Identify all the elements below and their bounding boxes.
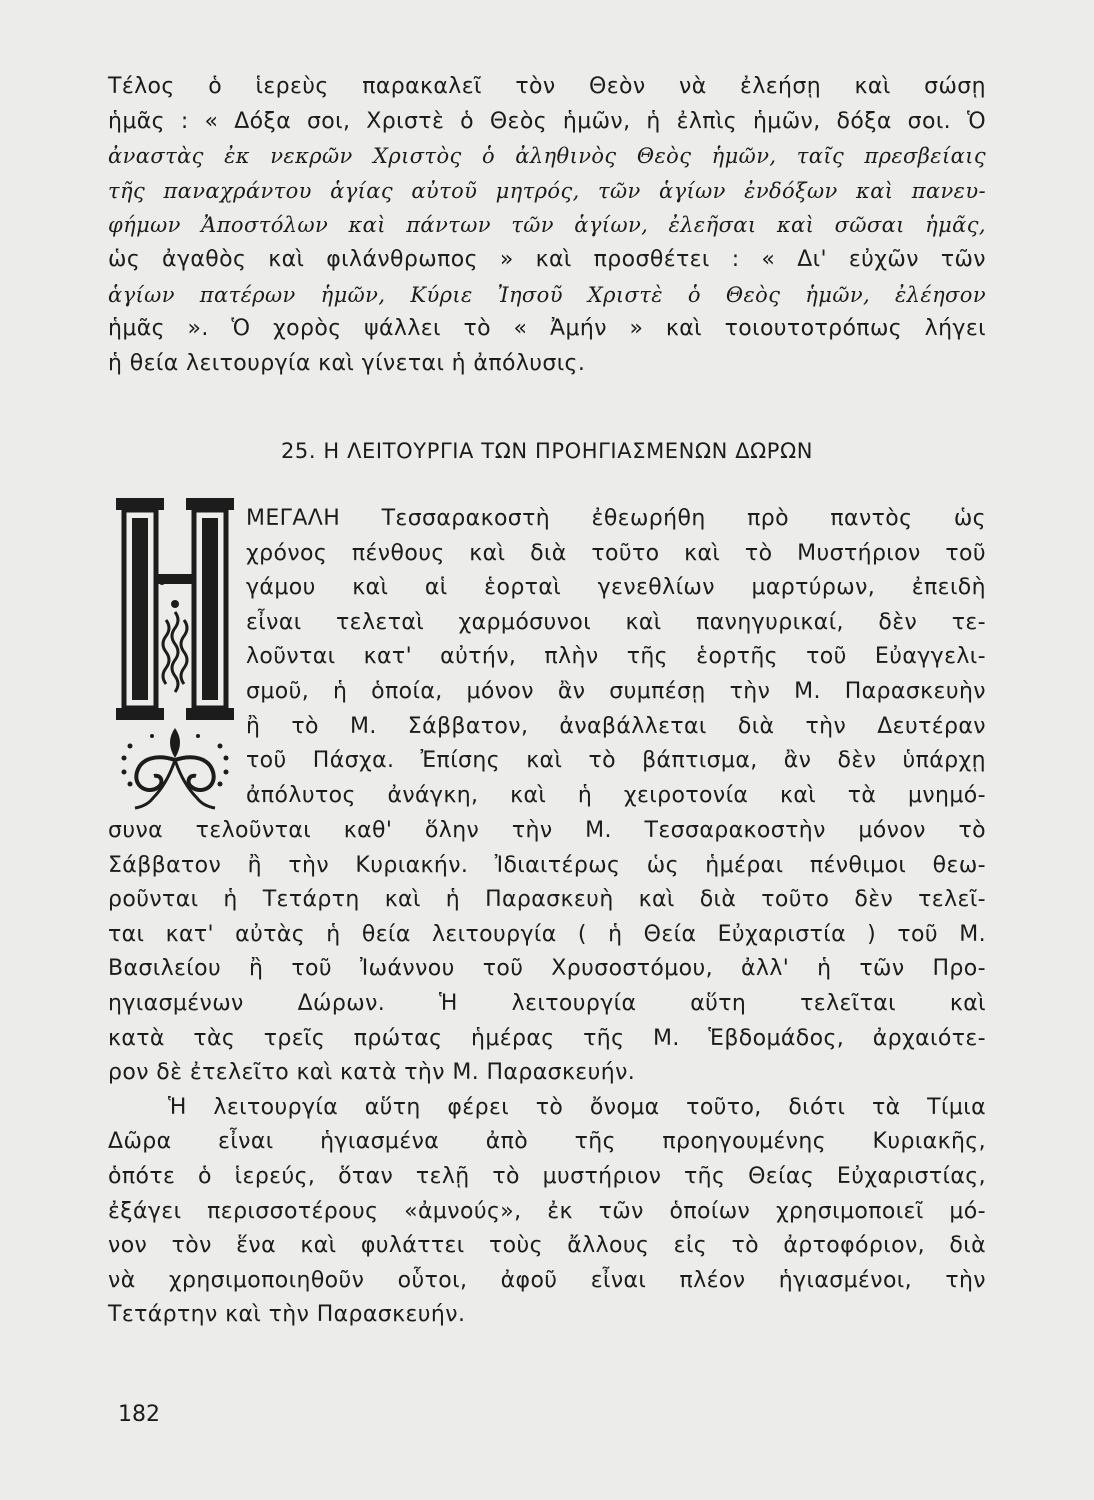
text-line: Τέλος ὁ ἱερεὺς παρακαλεῖ τὸν Θεὸν νὰ ἐλεήσῃ καὶ σώσῃ — [108, 74, 986, 99]
text-line: Βασιλείου ἢ τοῦ Ἰωάννου τοῦ Χρυσοστόμου, ἀλλ' ἡ τῶν Προ- — [108, 956, 986, 982]
text-line: νὰ χρησιμοποιηθοῦν οὗτοι, ἀφοῦ εἶναι πλέον ἡγιασμένοι, τὴν — [108, 1267, 986, 1293]
text-line: γάμου καὶ αἱ ἑορταὶ γενεθλίων μαρτύρων, ἐπειδὴ — [246, 575, 986, 601]
dropcap-ornament — [114, 490, 236, 830]
text-line: νον τὸν ἕνα καὶ φυλάττει τοὺς ἄλλους εἰς τὸ ἀρτοφόριον, διὰ — [108, 1233, 986, 1259]
text-line: ται κατ' αὐτὰς ἡ θεία λειτουργία ( ἡ Θεία Εὐχαριστία ) τοῦ Μ. — [108, 921, 986, 947]
text-line: ὁπότε ὁ ἱερεύς, ὅταν τελῇ τὸ μυστήριον τῆς Θείας Εὐχαριστίας, — [108, 1163, 986, 1189]
text-line: Ἡ λειτουργία αὕτη φέρει τὸ ὄνομα τοῦτο, διότι τὰ Τίμια — [168, 1094, 986, 1120]
text-line: ἡμᾶς : « Δόξα σοι, Χριστὲ ὁ Θεὸς ἡμῶν, ἡ ἐλπὶς ἡμῶν, δόξα σοι. Ὁ — [108, 108, 986, 134]
text-line: ηγιασμένων Δώρων. Ἡ λειτουργία αὕτη τελεῖται καὶ — [108, 990, 986, 1016]
text-line: ρον δὲ ἐτελεῖτο καὶ κατὰ τὴν Μ. Παρασκευήν. — [108, 1060, 636, 1086]
text-line: χρόνος πένθους καὶ διὰ τοῦτο καὶ τὸ Μυστήριον τοῦ — [246, 540, 986, 566]
text-line: ἐξάγει περισσοτέρους «ἀμνούς», ἐκ τῶν ὁποίων χρησιμοποιεῖ μό- — [108, 1198, 986, 1224]
page-number: 182 — [118, 1402, 160, 1427]
text-line: ἡμᾶς ». Ὁ χορὸς ψάλλει τὸ « Ἀμήν » καὶ τοιουτοτρόπως λήγει — [108, 316, 986, 342]
text-line: κατὰ τὰς τρεῖς πρώτας ἡμέρας τῆς Μ. Ἑβδομάδος, ἀρχαιότε- — [108, 1025, 986, 1051]
text-line: ΜΕΓΑΛΗ Τεσσαρακοστὴ ἐθεωρήθη πρὸ παντὸς ὡς — [246, 506, 986, 531]
text-line: τοῦ Πάσχα. Ἐπίσης καὶ τὸ βάπτισμα, ἂν δὲν ὑπάρχῃ — [246, 748, 986, 774]
text-line: λοῦνται κατ' αὐτήν, πλὴν τῆς ἑορτῆς τοῦ Εὐαγγελι- — [246, 644, 986, 670]
text-line: Τετάρτην καὶ τὴν Παρασκευήν. — [108, 1302, 466, 1328]
text-line: ὡς ἀγαθὸς καὶ φιλάνθρωπος » καὶ προσθέτει : « Δι' εὐχῶν τῶν — [108, 246, 986, 272]
text-line: ἀπόλυτος ἀνάγκη, καὶ ἡ χειροτονία καὶ τὰ μνημό- — [246, 782, 986, 808]
text-line: Δῶρα εἶναι ἡγιασμένα ἀπὸ τῆς προηγουμένης Κυριακῆς, — [108, 1129, 986, 1155]
dropcap-paragraph — [246, 502, 986, 813]
text-line: ροῦνται ἡ Τετάρτη καὶ ἡ Παρασκευὴ καὶ διὰ τοῦτο δὲν τελεῖ- — [108, 887, 986, 913]
text-line: ἁγίων πατέρων ἡμῶν, Κύριε Ἰησοῦ Χριστὲ ὁ Θεὸς ἡμῶν, ἐλέησον — [108, 282, 986, 307]
section-heading: 25. Η ΛΕΙΤΟΥΡΓΙΑ ΤΩΝ ΠΡΟΗΓΙΑΣΜΕΝΩΝ ΔΩΡΩΝ — [280, 439, 814, 463]
text-line: τῆς παναχράντου ἁγίας αὐτοῦ μητρός, τῶν ἁγίων ἐνδόξων καὶ πανευ- — [108, 178, 986, 203]
text-line: φήμων Ἀποστόλων καὶ πάντων τῶν ἁγίων, ἐλεῆσαι καὶ σῶσαι ἡμᾶς, — [108, 213, 986, 238]
text-line: ἀναστὰς ἐκ νεκρῶν Χριστὸς ὁ ἀληθινὸς Θεὸς ἡμῶν, ταῖς πρεσβείαις — [108, 144, 986, 169]
body-paragraphs — [108, 814, 986, 1333]
text-line: ἡ θεία λειτουργία καὶ γίνεται ἡ ἀπόλυσις. — [108, 350, 586, 376]
text-line: ἢ τὸ Μ. Σάββατον, ἀναβάλλεται διὰ τὴν Δευτέραν — [246, 713, 986, 739]
text-line: Σάββατον ἢ τὴν Κυριακήν. Ἰδιαιτέρως ὡς ἡμέραι πένθιμοι θεω- — [108, 852, 986, 878]
text-line: εἶναι τελεταὶ χαρμόσυνοι καὶ πανηγυρικαί, δὲν τε- — [246, 609, 986, 635]
text-line: σμοῦ, ἡ ὁποία, μόνον ἂν συμπέσῃ τὴν Μ. Παρασκευὴν — [246, 678, 986, 704]
top-paragraph — [108, 70, 986, 381]
text-line: συνα τελοῦνται καθ' ὅλην τὴν Μ. Τεσσαρακοστὴν μόνον τὸ — [108, 818, 986, 843]
